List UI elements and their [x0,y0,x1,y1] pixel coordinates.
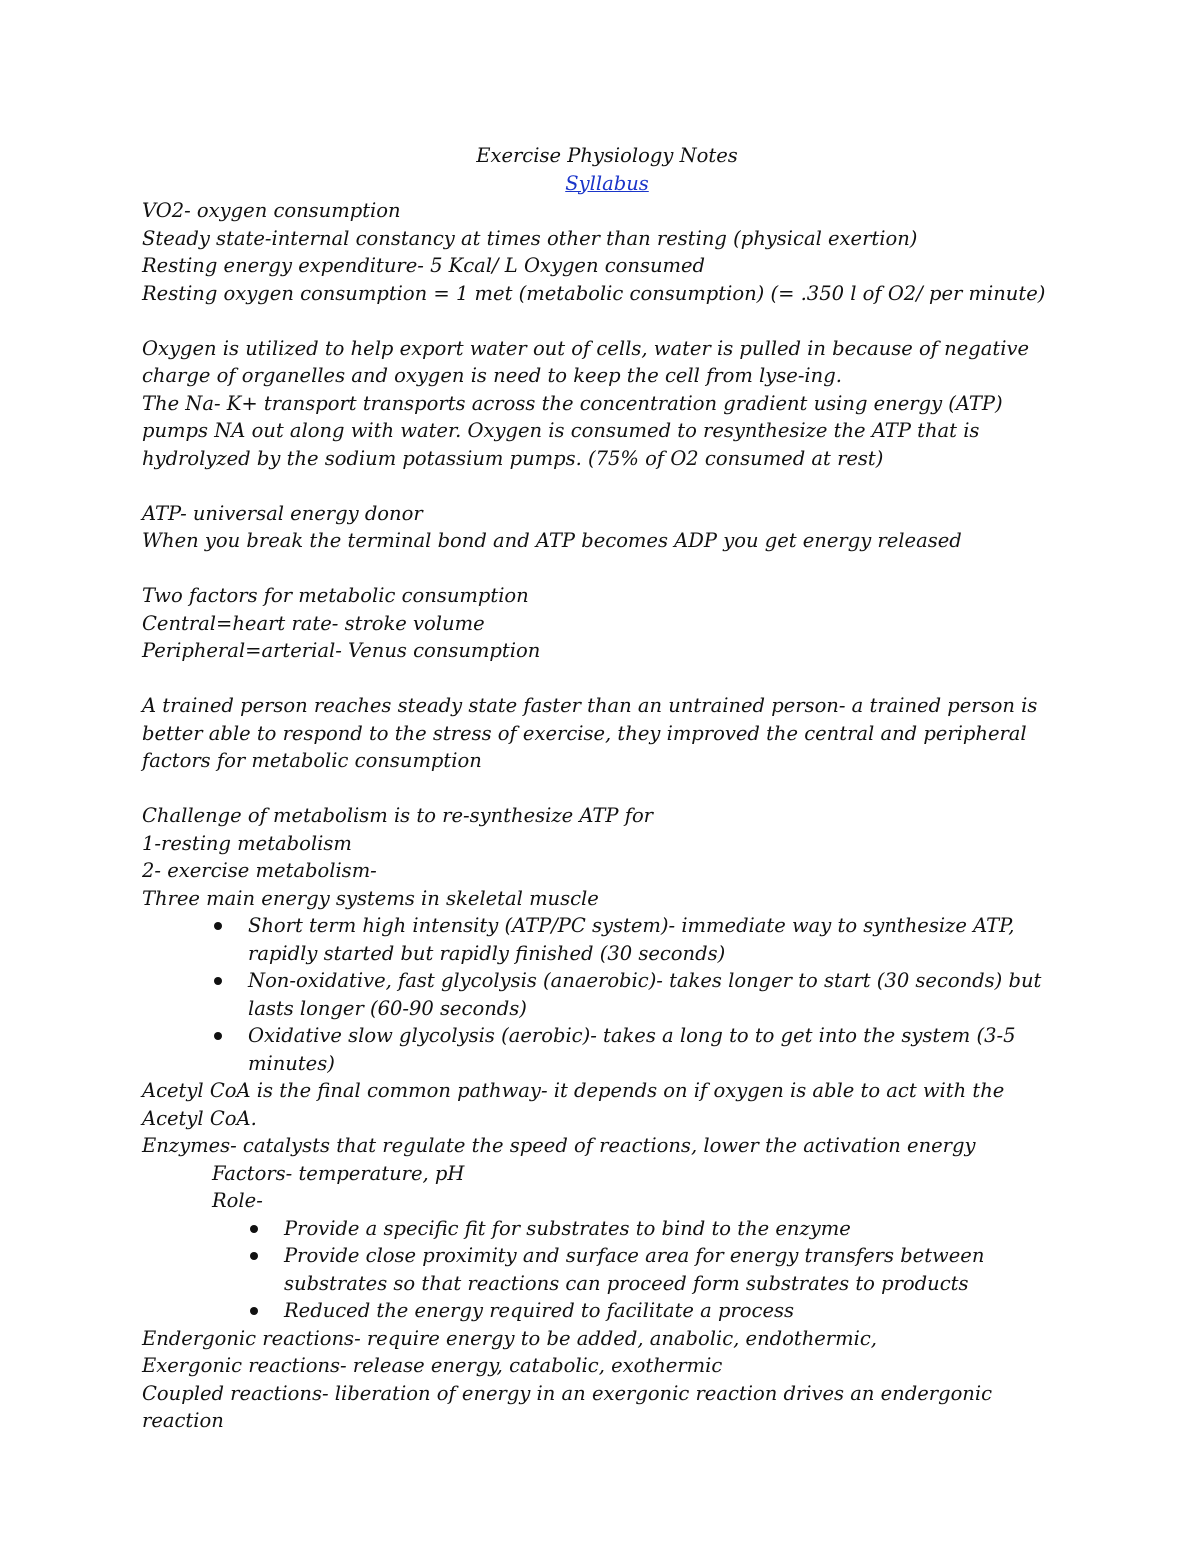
line-resting-energy: Resting energy expenditure- 5 Kcal/ L Oxygen consumed [142,254,706,277]
paragraph-gap [142,775,1072,803]
list-item: Provide close proximity and surface area for energy transfers between substrates so that reactions can proceed form substrates to products [142,1242,1072,1297]
bullet-icon [214,922,222,930]
list-item: Reduced the energy required to facilitate a process [142,1297,1072,1325]
line-coupled: Coupled reactions- liberation of energy in an exergonic reaction drives an endergonic reaction [142,1381,999,1432]
line-peripheral: Peripheral=arterial- Venus consumption [142,639,541,662]
line-resting-metabolism: 1-resting metabolism [142,831,352,855]
bullet-icon [250,1307,258,1315]
line-two-factors: Two factors for metabolic consumption [142,584,529,607]
paragraph-gap [142,307,1072,335]
line-exergonic: Exergonic reactions- release energy, catabolic, exothermic [142,1354,723,1377]
line-acetyl-coa: Acetyl CoA is the final common pathway- it depends on if oxygen is able to act with the Acetyl CoA. [142,1079,1011,1130]
bullet-icon [250,1225,258,1233]
line-enzymes: Enzymes- catalysts that regulate the speed of reactions, lower the activation energy [142,1134,976,1157]
energy-systems-list [142,912,1072,1077]
enzyme-roles-list [142,1215,1072,1325]
line-atp-donor: ATP- universal energy donor [142,501,423,525]
line-terminal-bond: When you break the terminal bond and ATP becomes ADP you get energy released [142,529,962,552]
paragraph-gap [142,555,1072,583]
paragraph-trained-person: A trained person reaches steady state faster than an untrained person- a trained person is better able to respond to the stress of exercise, they improved the central and peripheral factors for metabolic consumption [142,694,1044,772]
line-three-systems: Three main energy systems in skeletal muscle [142,886,599,910]
paragraph-gap [142,472,1072,500]
line-exercise-metabolism: 2- exercise metabolism- [142,859,377,882]
paragraph-gap [142,665,1072,693]
document-body [142,142,1072,1435]
line-central: Central=heart rate- stroke volume [142,611,485,635]
list-item: Provide a specific fit for substrates to bind to the enzyme [142,1215,1072,1243]
bullet-icon [214,977,222,985]
line-endergonic: Endergonic reactions- require energy to be added, anabolic, endothermic, [142,1326,877,1350]
paragraph-na-k-transport: The Na- K+ transport transports across the concentration gradient using energy (ATP) pumps NA out along with water. Oxygen is consumed to resynthesize the ATP that is hydrolyzed by the sodium potassium pumps. (75% of O2 consumed at rest) [142,391,1009,470]
syllabus-link[interactable]: Syllabus [565,171,649,195]
list-item: Non-oxidative, fast glycolysis (anaerobic)- takes longer to start (30 seconds) but lasts longer (60-90 seconds) [142,967,1072,1022]
line-steady-state: Steady state-internal constancy at times other than resting (physical exertion) [142,226,918,250]
bullet-icon [250,1252,258,1260]
list-item: Short term high intensity (ATP/PC system)- immediate way to synthesize ATP, rapidly started but rapidly finished (30 seconds) [142,912,1072,967]
line-enzyme-factors: Factors- temperature, pH [212,1161,465,1185]
line-vo2: VO2- oxygen consumption [142,199,401,222]
document-title: Exercise Physiology Notes [476,144,738,167]
paragraph-oxygen-utilized: Oxygen is utilized to help export water out of cells, water is pulled in because of negative charge of organelles and oxygen is need to keep the cell from lyse-ing. [142,336,1036,387]
list-item: Oxidative slow glycolysis (aerobic)- takes a long to to get into the system (3-5 minutes) [142,1022,1072,1077]
line-enzyme-role: Role- [212,1189,263,1212]
line-resting-oxygen: Resting oxygen consumption = 1 met (metabolic consumption) (= .350 l of O2/ per minute) [142,281,1046,305]
bullet-icon [214,1032,222,1040]
line-challenge: Challenge of metabolism is to re-synthesize ATP for [142,804,653,827]
title-block [142,142,1072,197]
